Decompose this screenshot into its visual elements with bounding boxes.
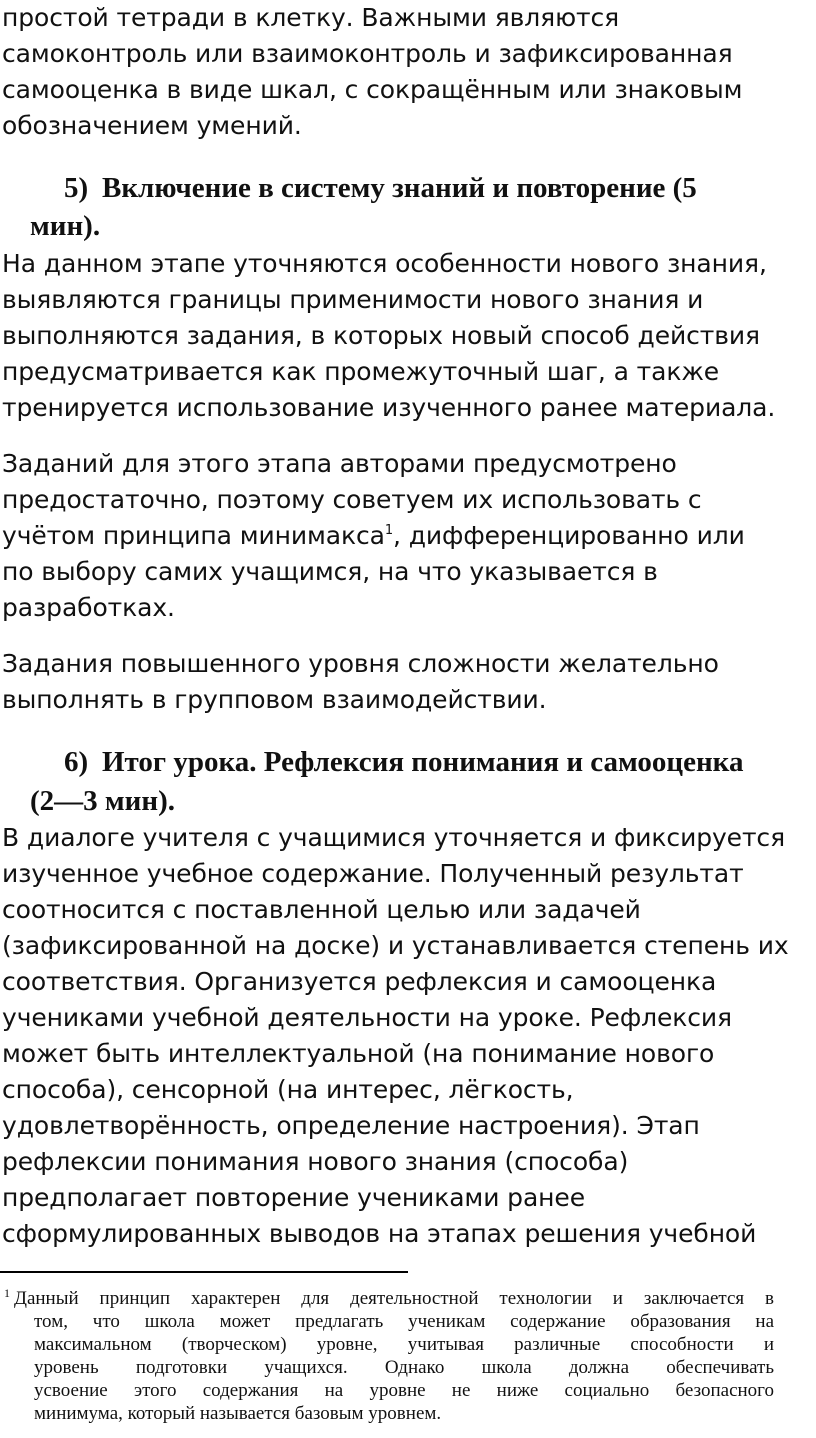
footnote [4,1287,774,1425]
paragraph-line: выполняются задания, в которых новый способ действия [2,321,760,350]
paragraph-line: по выбору самих учащимся, на что указывается в [2,557,658,586]
section6-title-line1: Итог урока. Рефлексия понимания и самооценка [102,746,744,778]
paragraph-line: сформулированных выводов на этапах решения учебной [2,1219,757,1248]
paragraph-line: соотносится с поставленной целью или задачей [2,895,641,924]
section5-heading [64,168,697,208]
footnote-line: усвоение этого содержания на уровне не ниже социально безопасного [34,1380,774,1401]
footnote-line: минимума, который называется базовым уровнем. [34,1403,442,1424]
section5-title-line2: мин). [30,210,101,242]
section6-heading-cont [30,781,175,821]
footnote-line: максимальном (творческом) уровне, учитывая различные способности и [34,1334,774,1355]
paragraph-line: удовлетворённость, определение настроения). Этап [2,1111,700,1140]
paragraph-line: Заданий для этого этапа авторами предусмотрено [2,449,677,478]
section6-title-line2: (2—3 мин). [30,785,175,817]
paragraph-line: выявляются границы применимости нового знания и [2,285,704,314]
paragraph-line: предусматривается как промежуточный шаг, а также [2,357,720,386]
paragraph-line: тренируется использование изученного ранее материала. [2,393,776,422]
section6-heading [64,742,743,782]
intro-line: самоконтроль или взаимоконтроль и зафиксированная [2,39,733,68]
footnote-separator [0,1271,408,1273]
paragraph-line-with-footnote-ref [2,518,745,554]
paragraph-line: На данном этапе уточняются особенности нового знания, [2,249,767,278]
paragraph-line: может быть интеллектуальной (на понимание нового [2,1039,715,1068]
paragraph-line: учениками учебной деятельности на уроке. Рефлексия [2,1003,732,1032]
section5-paragraph-3 [2,646,719,718]
paragraph-line: разработках. [2,593,175,622]
section5-heading-cont [30,206,100,246]
paragraph-line: предполагает повторение учениками ранее [2,1183,585,1212]
paragraph-line: (зафиксированной на доске) и устанавливается степень их [2,931,789,960]
text-before-ref: учётом принципа минимакса [2,521,385,550]
intro-line: самооценка в виде шкал, с сокращённым или знаковым [2,75,743,104]
section5-paragraph-1 [2,246,775,426]
paragraph-line: Задания повышенного уровня сложности желательно [2,649,719,678]
footnote-line-text: Данный принцип характерен для деятельностной технологии и заключается в [14,1288,774,1309]
footnote-reference[interactable]: 1 [384,523,394,538]
text-after-ref: , дифференцированно или [393,521,745,550]
paragraph-line: способа), сенсорной (на интерес, лёгкость, [2,1075,574,1104]
paragraph-line: рефлексии понимания нового знания (способа) [2,1147,629,1176]
paragraph-line: В диалоге учителя с учащимися уточняется и фиксируется [2,823,786,852]
footnote-line [4,1287,774,1310]
paragraph-line: соответствия. Организуется рефлексия и самооценка [2,967,717,996]
paragraph-line: изученное учебное содержание. Полученный результат [2,859,744,888]
paragraph-line: предостаточно, поэтому советуем их использовать с [2,485,702,514]
section5-title-line1: Включение в систему знаний и повторение (5 [102,172,697,204]
footnote-mark: 1 [4,1286,10,1300]
intro-line: обозначением умений. [2,111,302,140]
section6-number: 6) [64,746,89,778]
footnote-line: уровень подготовки учащихся. Однако школа должна обеспечивать [34,1357,774,1378]
intro-line: простой тетради в клетку. Важными являются [2,3,620,32]
footnote-line: том, что школа может предлагать ученикам содержание образования на [34,1311,774,1332]
paragraph-line: выполнять в групповом взаимодействии. [2,685,547,714]
section5-paragraph-2 [2,446,745,626]
section6-paragraph-1 [2,820,789,1252]
intro-paragraph [2,0,742,144]
section5-number: 5) [64,172,89,204]
